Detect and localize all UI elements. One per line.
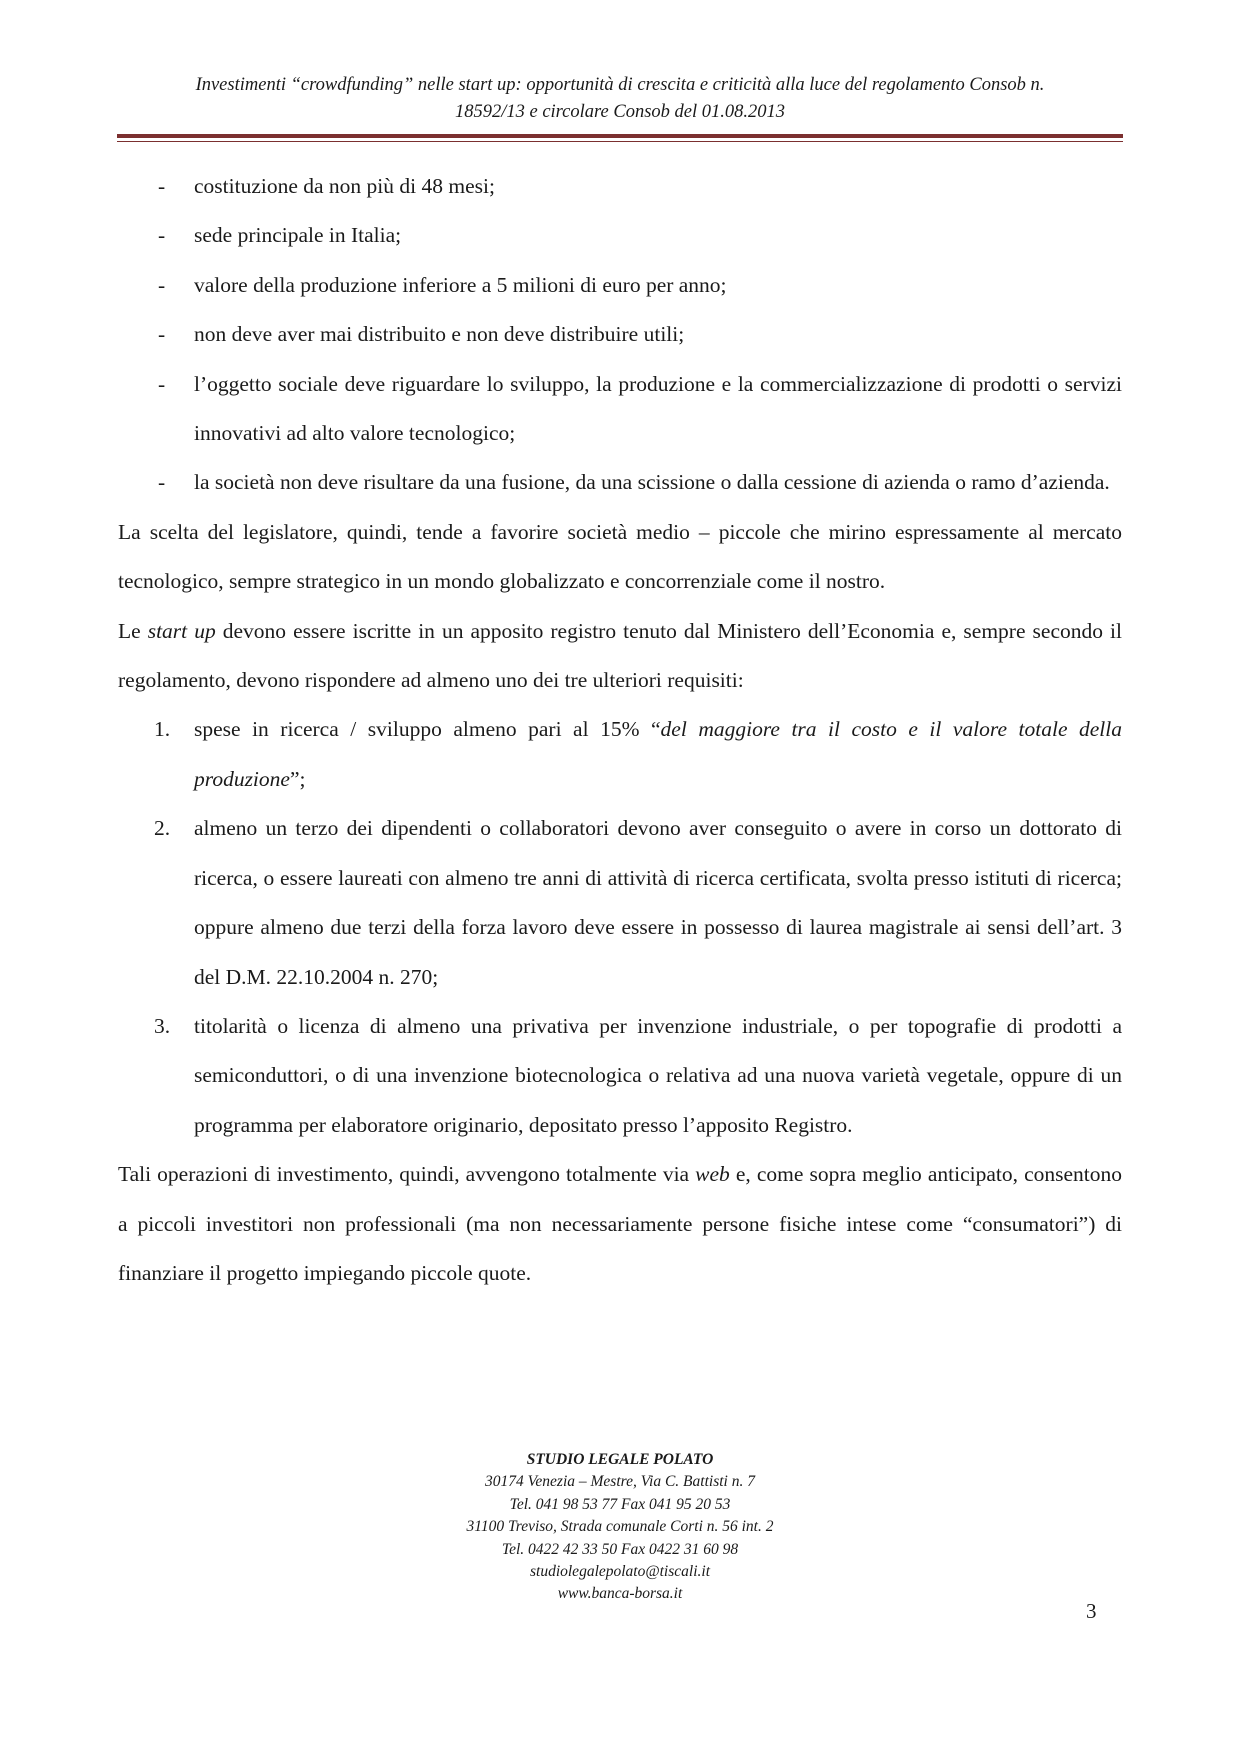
footer-address-treviso: 31100 Treviso, Strada comunale Corti n. 56 int. 2	[466, 1518, 774, 1536]
list-item-text: almeno un terzo dei dipendenti o collaboratori devono aver conseguito o avere in corso un dottorato di ricerca, o essere laureati con almeno tre anni di attività di ricerca certificata, svolta presso istituti di ricerca; oppure almeno due terzi della forza lavoro deve essere in possesso di laurea magistrale ai sensi dell’art. 3 del D.M. 22.10.2004 n. 270;	[194, 816, 1122, 989]
list-item-text: non deve aver mai distribuito e non deve distribuire utili;	[194, 322, 685, 347]
document-body	[118, 162, 1122, 1298]
list-dash: -	[158, 470, 166, 495]
running-header	[120, 72, 1120, 126]
paragraph-text: devono essere iscritte in un apposito registro tenuto dal Ministero dell’Economia e, sempre secondo il regolamento, devono rispondere ad almeno uno dei tre ulteriori requisiti:	[118, 618, 1122, 693]
header-line-1: Investimenti “crowdfunding” nelle start up: opportunità di crescita e criticità alla luce del regolamento Consob n.	[195, 75, 1045, 95]
list-item-text: l’oggetto sociale deve riguardare lo sviluppo, la produzione e la commercializzazione di prodotti o servizi innovativi ad alto valore tecnologico;	[194, 371, 1122, 446]
paragraph-start-up-registry	[118, 607, 1122, 706]
list-dash: -	[158, 322, 166, 347]
paragraph-legislator-choice: La scelta del legislatore, quindi, tende a favorire società medio – piccole che mirino espressamente al mercato tecnologico, sempre strategico in un mondo globalizzato e concorrenziale come il nostro.	[118, 519, 1122, 594]
list-item	[118, 261, 1122, 310]
list-dash: -	[158, 371, 166, 396]
header-rule-thick	[117, 134, 1123, 138]
page-number: 3	[1086, 1599, 1097, 1623]
numbered-list-item	[118, 804, 1122, 1002]
list-number: 2.	[154, 816, 171, 841]
list-item-text: costituzione da non più di 48 mesi;	[194, 174, 495, 198]
footer-email: studiolegalepolato@tiscali.it	[529, 1563, 710, 1581]
list-number: 3.	[154, 1013, 171, 1038]
list-item-text: la società non deve risultare da una fusione, da una scissione o dalla cessione di azienda o ramo d’azienda.	[194, 470, 1110, 495]
paragraph-text: Le	[118, 618, 148, 643]
list-item	[118, 310, 1122, 359]
list-item-text: sede principale in Italia;	[194, 223, 402, 248]
paragraph-text: Tali operazioni di investimento, quindi, avvengono totalmente via	[118, 1162, 696, 1187]
footer-phone-venezia: Tel. 041 98 53 77 Fax 041 95 20 53	[509, 1495, 731, 1513]
additional-requirements-list	[118, 705, 1122, 1150]
list-item-text: valore della produzione inferiore a 5 milioni di euro per anno;	[194, 272, 727, 297]
numbered-list-item	[118, 705, 1122, 804]
footer-phone-treviso: Tel. 0422 42 33 50 Fax 0422 31 60 98	[501, 1540, 739, 1558]
header-rule-thin	[117, 141, 1123, 142]
list-number: 1.	[154, 717, 171, 742]
list-item	[118, 360, 1122, 459]
paragraph-web-investment	[118, 1150, 1122, 1298]
page-footer	[120, 1449, 1120, 1606]
list-dash: -	[158, 174, 166, 198]
list-item	[118, 458, 1122, 507]
list-item-italic-text: del maggiore tra il costo e il valore totale della produzione	[194, 717, 1122, 791]
list-item-text: spese in ricerca / sviluppo almeno pari al 15% “	[194, 717, 661, 742]
list-dash: -	[158, 272, 166, 297]
numbered-list-item	[118, 1002, 1122, 1150]
list-item-text: ”;	[289, 766, 306, 791]
footer-address-venezia: 30174 Venezia – Mestre, Via C. Battisti n. 7	[485, 1473, 755, 1491]
paragraph-italic-text: start up	[147, 618, 216, 643]
paragraph-text: e, come sopra meglio anticipato, consentono a piccoli investitori non professionali (ma non necessariamente persone fisiche intese come “consumatori”) di finanziare il progetto impiegando piccole quote.	[118, 1162, 1122, 1285]
footer-firm-name: STUDIO LEGALE POLATO	[526, 1451, 714, 1468]
header-line-2: 18592/13 e circolare Consob del 01.08.2013	[454, 102, 786, 122]
list-item	[118, 162, 1122, 211]
list-item	[118, 211, 1122, 260]
footer-website: www.banca-borsa.it	[557, 1585, 683, 1603]
list-dash: -	[158, 223, 166, 248]
paragraph-italic-text: web	[695, 1162, 730, 1187]
list-item-text: titolarità o licenza di almeno una privativa per invenzione industriale, o per topografie di prodotti a semiconduttori, o di una invenzione biotecnologica o relativa ad una nuova varietà vegetale, oppure di un programma per elaboratore originario, depositato presso l’apposito Registro.	[194, 1013, 1122, 1137]
requirements-list	[118, 162, 1122, 508]
